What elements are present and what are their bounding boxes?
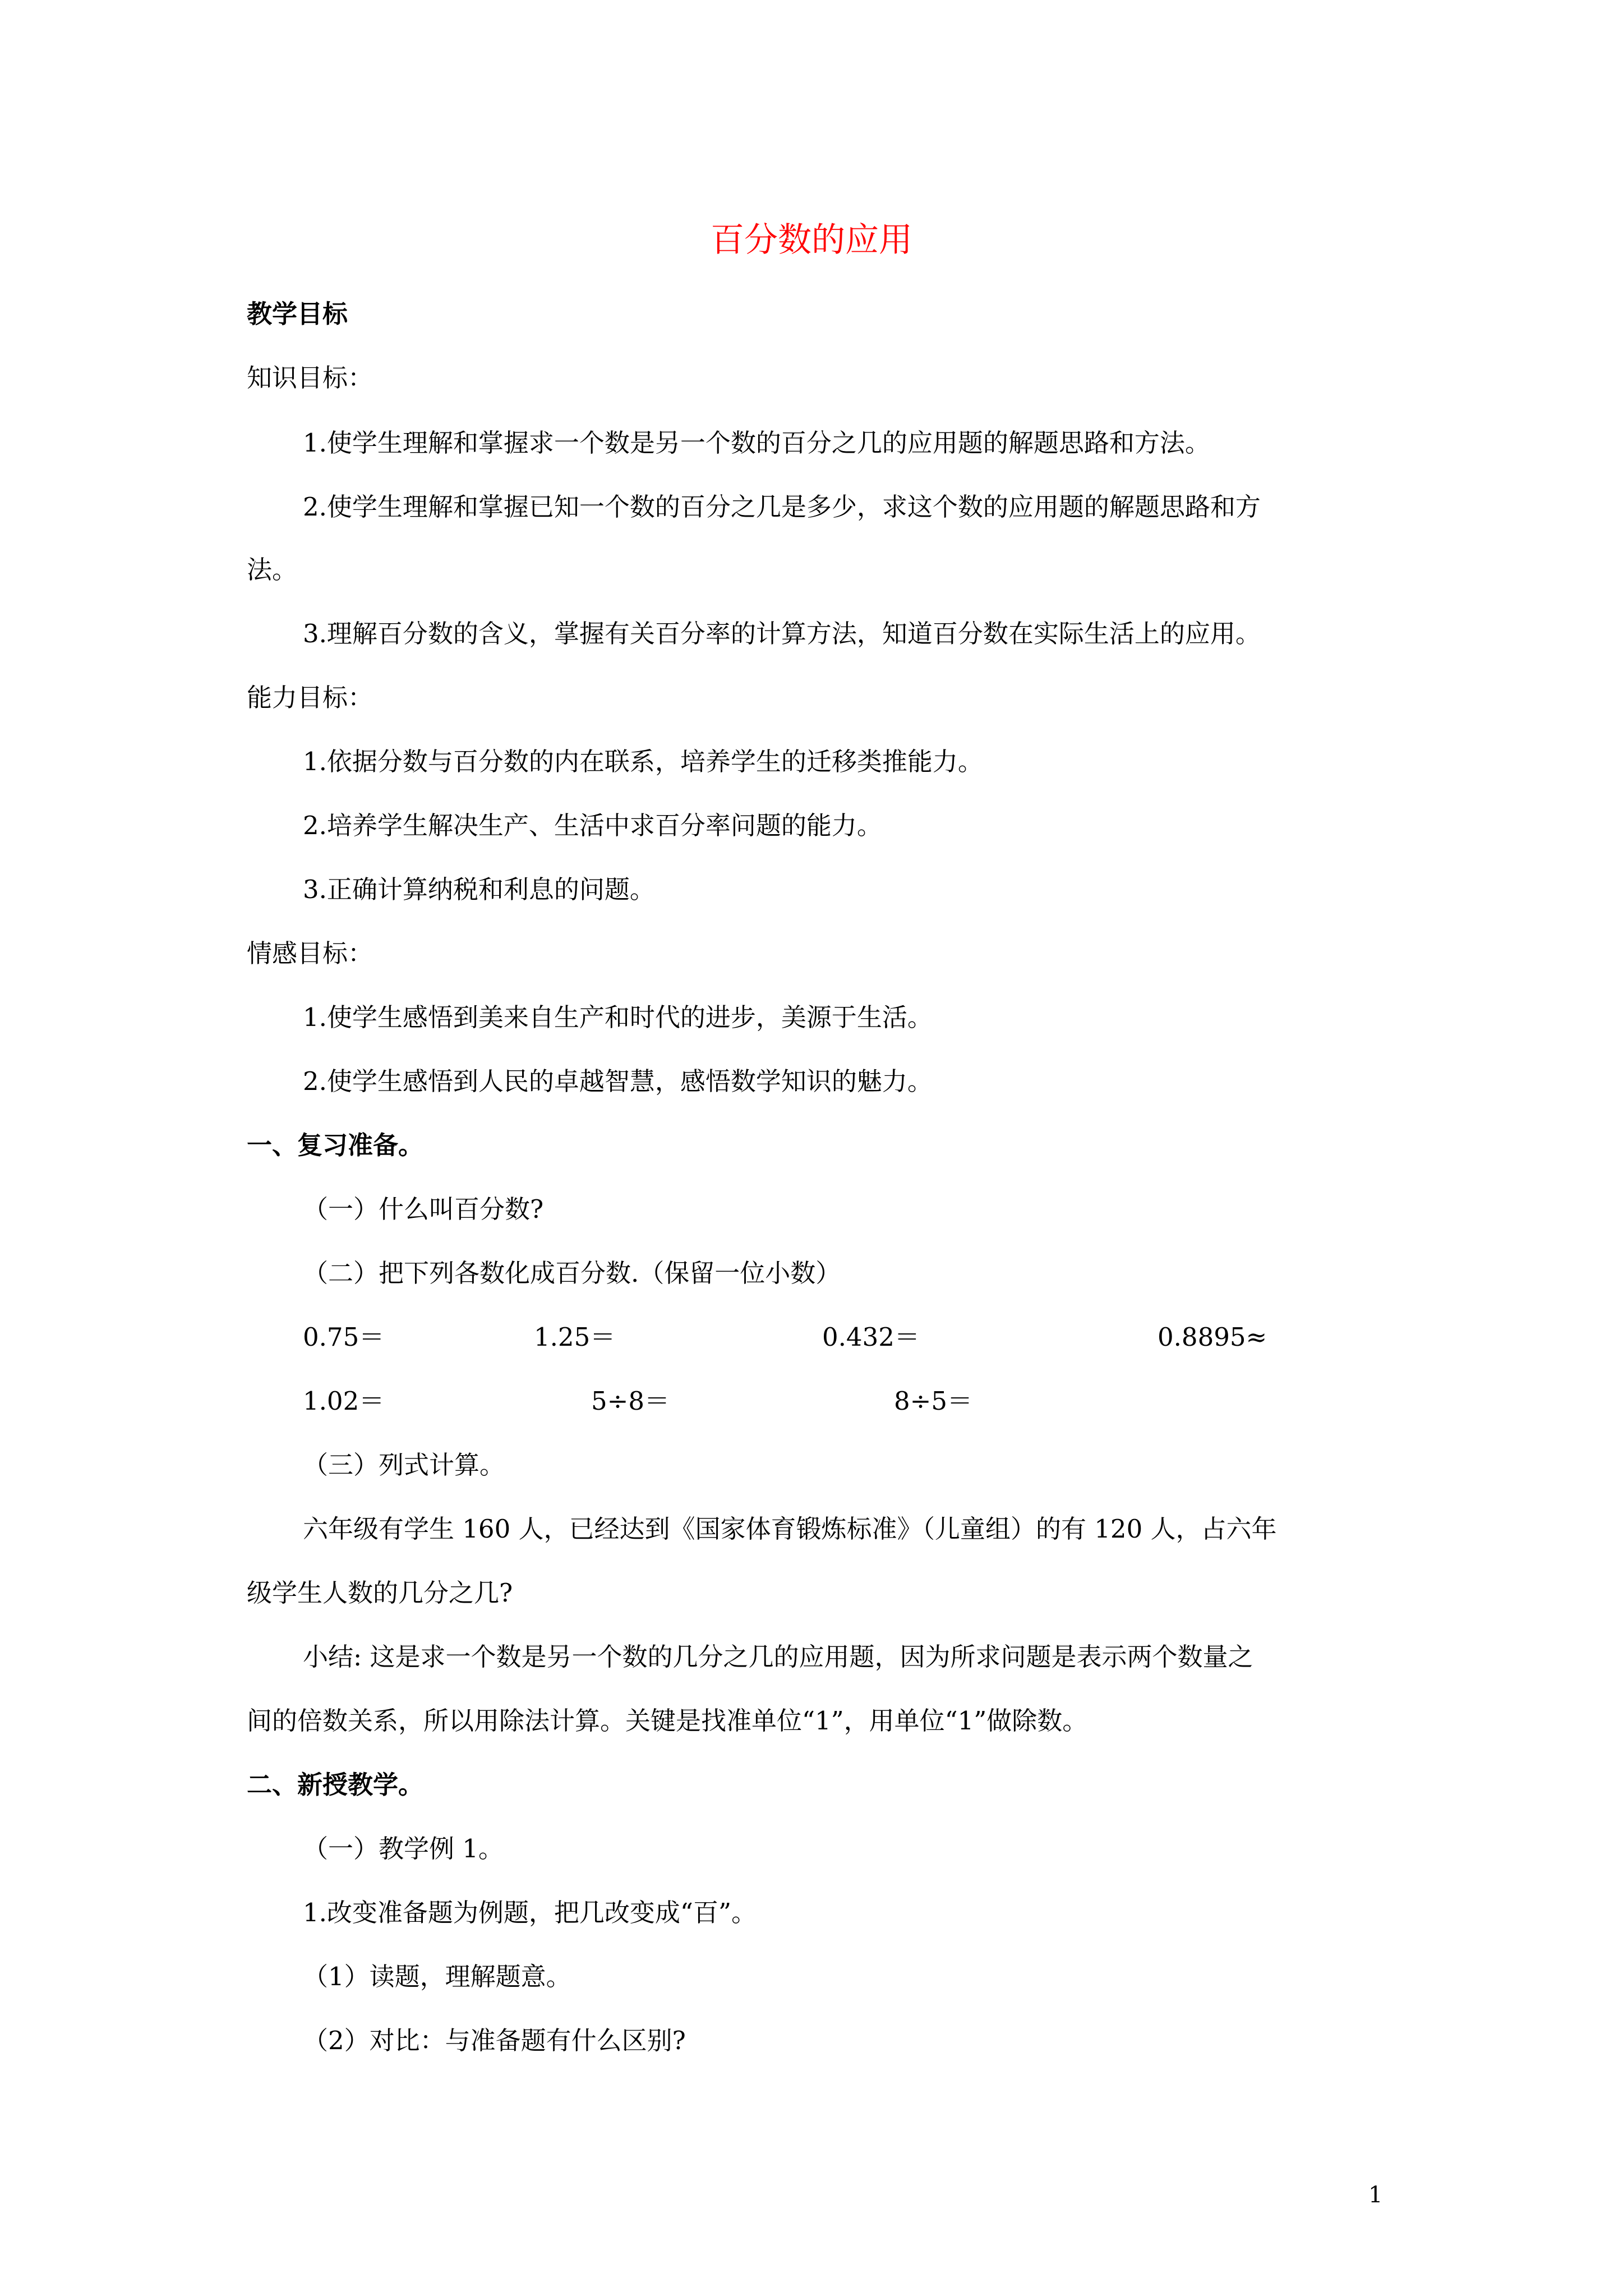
review-question-3: （三）列式计算。 xyxy=(303,1450,505,1480)
review-problem-line-2: 级学生人数的几分之几? xyxy=(247,1578,513,1608)
section-new-teaching-heading: 二、新授教学。 xyxy=(247,1770,424,1800)
conversion-item-6: 5÷8＝ xyxy=(591,1386,670,1416)
page-number: 1 xyxy=(1368,2182,1383,2208)
teaching-step-1a: （1）读题，理解题意。 xyxy=(303,1962,571,1991)
emotion-goal-2: 2.使学生感悟到人民的卓越智慧，感悟数学知识的魅力。 xyxy=(303,1066,933,1096)
conversion-item-1: 0.75＝ xyxy=(303,1322,385,1352)
ability-goal-2: 2.培养学生解决生产、生活中求百分率问题的能力。 xyxy=(303,811,882,840)
emotion-goals-heading: 情感目标： xyxy=(247,938,374,968)
conversion-item-5: 1.02＝ xyxy=(303,1386,385,1416)
ability-goals-heading: 能力目标： xyxy=(247,683,374,712)
ability-goal-3: 3.正确计算纳税和利息的问题。 xyxy=(303,875,655,904)
example-1-heading: （一）教学例 1。 xyxy=(303,1834,504,1864)
conversion-item-4: 0.8895≈ xyxy=(1158,1322,1267,1352)
conversion-item-3: 0.432＝ xyxy=(822,1322,920,1352)
emotion-goal-1: 1.使学生感悟到美来自生产和时代的进步，美源于生活。 xyxy=(303,1002,933,1032)
review-question-1: （一）什么叫百分数? xyxy=(303,1194,544,1224)
ability-goal-1: 1.依据分数与百分数的内在联系，培养学生的迁移类推能力。 xyxy=(303,747,983,776)
knowledge-goal-1: 1.使学生理解和掌握求一个数是另一个数的百分之几的应用题的解题思路和方法。 xyxy=(303,428,1210,458)
summary-line-2: 间的倍数关系，所以用除法计算。关键是找准单位“1”，用单位“1”做除数。 xyxy=(247,1706,1088,1736)
teaching-step-1b: （2）对比：与准备题有什么区别? xyxy=(303,2026,686,2055)
knowledge-goal-2: 2.使学生理解和掌握已知一个数的百分之几是多少，求这个数的应用题的解题思路和方 xyxy=(303,492,1261,522)
section-teaching-goals: 教学目标 xyxy=(247,299,348,329)
conversion-item-7: 8÷5＝ xyxy=(894,1386,972,1416)
knowledge-goal-2-continued: 法。 xyxy=(247,555,298,585)
teaching-step-1: 1.改变准备题为例题，把几改变成“百”。 xyxy=(303,1898,757,1927)
review-problem-line-1: 六年级有学生 160 人，已经达到《国家体育锻炼标准》（儿童组）的有 120 人，占六年 xyxy=(303,1514,1277,1544)
page-title: 百分数的应用 xyxy=(711,220,912,260)
conversion-item-2: 1.25＝ xyxy=(534,1322,616,1352)
knowledge-goal-3: 3.理解百分数的含义，掌握有关百分率的计算方法，知道百分数在实际生活上的应用。 xyxy=(303,619,1261,648)
knowledge-goals-heading: 知识目标： xyxy=(247,363,374,393)
section-review-heading: 一、复习准备。 xyxy=(247,1130,424,1160)
review-question-2: （二）把下列各数化成百分数.（保留一位小数） xyxy=(303,1258,841,1288)
summary-line-1: 小结: 这是求一个数是另一个数的几分之几的应用题，因为所求问题是表示两个数量之 xyxy=(303,1642,1253,1672)
